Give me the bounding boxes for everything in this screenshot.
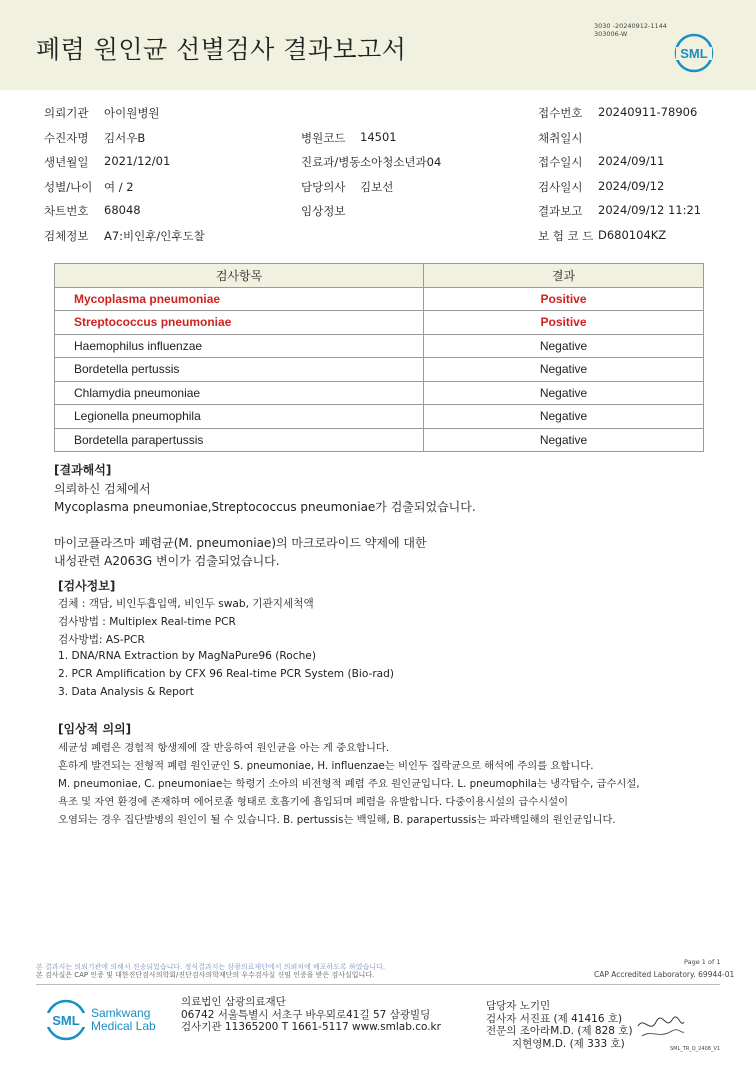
footer-brand: Samkwang Medical Lab [91, 1006, 156, 1033]
clinical-line: 욕조 및 자연 환경에 존재하며 에어로졸 형태로 호흡기에 흡입되며 폐렴을 유발합니다. 다중이용시설의 급수시설이 [58, 796, 569, 808]
test-info-line: 3. Data Analysis & Report [58, 686, 194, 698]
test-info-line: 검체 : 객담, 비인두흡입액, 비인두 swab, 기관지세척액 [58, 598, 314, 610]
test-item: Bordetella pertussis [55, 358, 424, 382]
staff-line: 전문의 조아라M.D. (제 828 호) [486, 1025, 633, 1037]
footer-note: 본 검사실은 CAP 인증 및 대한진단검사의학회/진단검사의학재단의 우수검사실 신임 인증을 받은 검사실입니다. [36, 971, 375, 979]
info-label: 보 험 코 드 [538, 229, 594, 243]
test-result: Negative [424, 358, 704, 382]
test-result: Negative [424, 405, 704, 429]
info-label: 검체정보 [44, 229, 89, 243]
col-header-result: 결과 [424, 264, 704, 288]
table-row [55, 381, 704, 405]
info-value: D680104KZ [598, 228, 667, 242]
test-item: Streptococcus pneumoniae [55, 311, 424, 335]
table-row [55, 311, 704, 335]
test-result: Negative [424, 428, 704, 452]
staff-line: 담당자 노기민 [486, 1000, 551, 1012]
report-title: 폐렴 원인균 선별검사 결과보고서 [36, 35, 407, 64]
info-value: 2024/09/12 [598, 178, 665, 193]
clinical-line: 세균성 폐렴은 경험적 항생제에 잘 반응하여 원인균을 아는 게 중요합니다. [58, 742, 390, 754]
info-label: 임상정보 [301, 204, 346, 219]
info-value: 14501 [360, 129, 397, 144]
info-value: A7:비인후/인후도찰 [104, 229, 205, 243]
sml-logo [674, 33, 714, 77]
interpretation-line: 의뢰하신 검체에서 [54, 482, 151, 496]
clinical-line: M. pneumoniae, C. pneumoniae는 학령기 소아의 비전형적 폐렴 주요 원인균입니다. L. pneumophila는 냉각탑수, 급수시설, [58, 778, 640, 790]
table-row [55, 358, 704, 382]
info-value: 김보선 [360, 179, 394, 194]
page-number: Page 1 of 1 [684, 958, 721, 966]
test-info-line: 검사방법 : Multiplex Real-time PCR [58, 616, 236, 628]
report-code: 3030 -20240912-1144 303006-W [594, 22, 667, 38]
info-label: 진료과/병동 [301, 155, 361, 170]
test-result: Positive [424, 287, 704, 311]
test-item: Bordetella parapertussis [55, 428, 424, 452]
staff-line: 검사자 서진표 (제 41416 호) [486, 1012, 623, 1025]
footer-note: 본 결과지는 의뢰기관에 의해서 전송되었습니다. 정식결과지는 삼광의료재단에서 의뢰처에 배포하도록 하였습니다. [36, 963, 386, 971]
footer-logo [44, 998, 88, 1046]
info-value: 2024/09/11 [598, 154, 665, 169]
results-table [54, 263, 704, 452]
test-item: Haemophilus influenzae [55, 334, 424, 358]
interpretation-line: 내성관련 A2063G 변이가 검출되었습니다. [54, 554, 280, 568]
cap-text: CAP Accredited Laboratory. 69944-01 [594, 970, 735, 979]
interpretation-line: 마이코플라즈마 폐렴균(M. pneumoniae)의 마크로라이드 약제에 대한 [54, 536, 427, 550]
info-value: 68048 [104, 203, 141, 218]
info-label: 담당의사 [301, 179, 346, 194]
info-label: 채취일시 [538, 130, 583, 145]
info-label: 의뢰기관 [44, 106, 89, 120]
info-label: 생년월일 [44, 155, 89, 170]
info-label: 병원코드 [301, 130, 346, 145]
info-label: 성별/나이 [44, 179, 93, 194]
sml-logo-icon [674, 33, 714, 73]
info-label: 검사일시 [538, 179, 583, 194]
interpretation-heading: [결과해석] [54, 463, 112, 477]
info-label: 결과보고 [538, 204, 583, 219]
info-label: 접수일시 [538, 155, 583, 170]
info-label: 접수번호 [538, 106, 583, 120]
clinical-heading: [임상적 의의] [58, 722, 132, 736]
test-info-line: 1. DNA/RNA Extraction by MagNaPure96 (Roche) [58, 650, 316, 662]
footer-divider [36, 984, 720, 985]
footer-staff [486, 1000, 633, 1050]
test-result: Negative [424, 381, 704, 405]
signature-image [636, 1012, 686, 1044]
info-value: 20240911-78906 [598, 105, 698, 119]
info-value: 2021/12/01 [104, 154, 171, 169]
table-row [55, 428, 704, 452]
clinical-section [58, 720, 131, 737]
clinical-line: 흔하게 발견되는 전형적 폐렴 원인균인 S. pneumoniae, H. influenzae는 비인두 집락균으로 해석에 주의를 요합니다. [58, 760, 594, 772]
info-value: 2024/09/12 11:21 [598, 203, 702, 218]
test-info-line: 2. PCR Amplification by CFX 96 Real-time PCR System (Bio-rad) [58, 668, 395, 680]
svg-text:SML: SML [52, 1013, 80, 1028]
svg-text:SML: SML [680, 46, 708, 61]
info-value: 김서우B [104, 130, 146, 145]
test-info-heading: [검사정보] [58, 579, 116, 593]
sml-footer-logo-icon [44, 998, 88, 1042]
footer-address: 의료법인 삼광의료재단 06742 서울특별시 서초구 바우뫼로41길 57 삼광빌딩 검사기관 11365200 T 1661-5117 www.smlab.co.kr [181, 996, 441, 1033]
staff-line: 지현영M.D. (제 333 호) [512, 1037, 625, 1050]
test-item: Chlamydia pneumoniae [55, 381, 424, 405]
test-info-section [58, 577, 115, 594]
interpretation-line: Mycoplasma pneumoniae,Streptococcus pneumoniae가 검출되었습니다. [54, 500, 476, 514]
info-label: 차트번호 [44, 204, 89, 219]
test-item: Mycoplasma pneumoniae [55, 287, 424, 311]
table-row [55, 405, 704, 429]
col-header-item: 검사항목 [55, 264, 424, 288]
info-value: 소아청소년과04 [360, 155, 442, 170]
test-item: Legionella pneumophila [55, 405, 424, 429]
test-result: Positive [424, 311, 704, 335]
table-row [55, 334, 704, 358]
info-value: 여 / 2 [104, 179, 134, 194]
test-result: Negative [424, 334, 704, 358]
table-row [55, 287, 704, 311]
clinical-line: 오염되는 경우 집단발병의 원인이 될 수 있습니다. B. pertussis는 백일해, B. parapertussis는 파라백일해의 원인균입니다. [58, 814, 616, 826]
info-value: 아이원병원 [104, 106, 160, 120]
test-info-line: 검사방법: AS-PCR [58, 634, 145, 646]
form-code: SML_TR_Q_2408_V1 [670, 1046, 721, 1052]
info-label: 수진자명 [44, 130, 89, 145]
interpretation-section [54, 461, 111, 478]
